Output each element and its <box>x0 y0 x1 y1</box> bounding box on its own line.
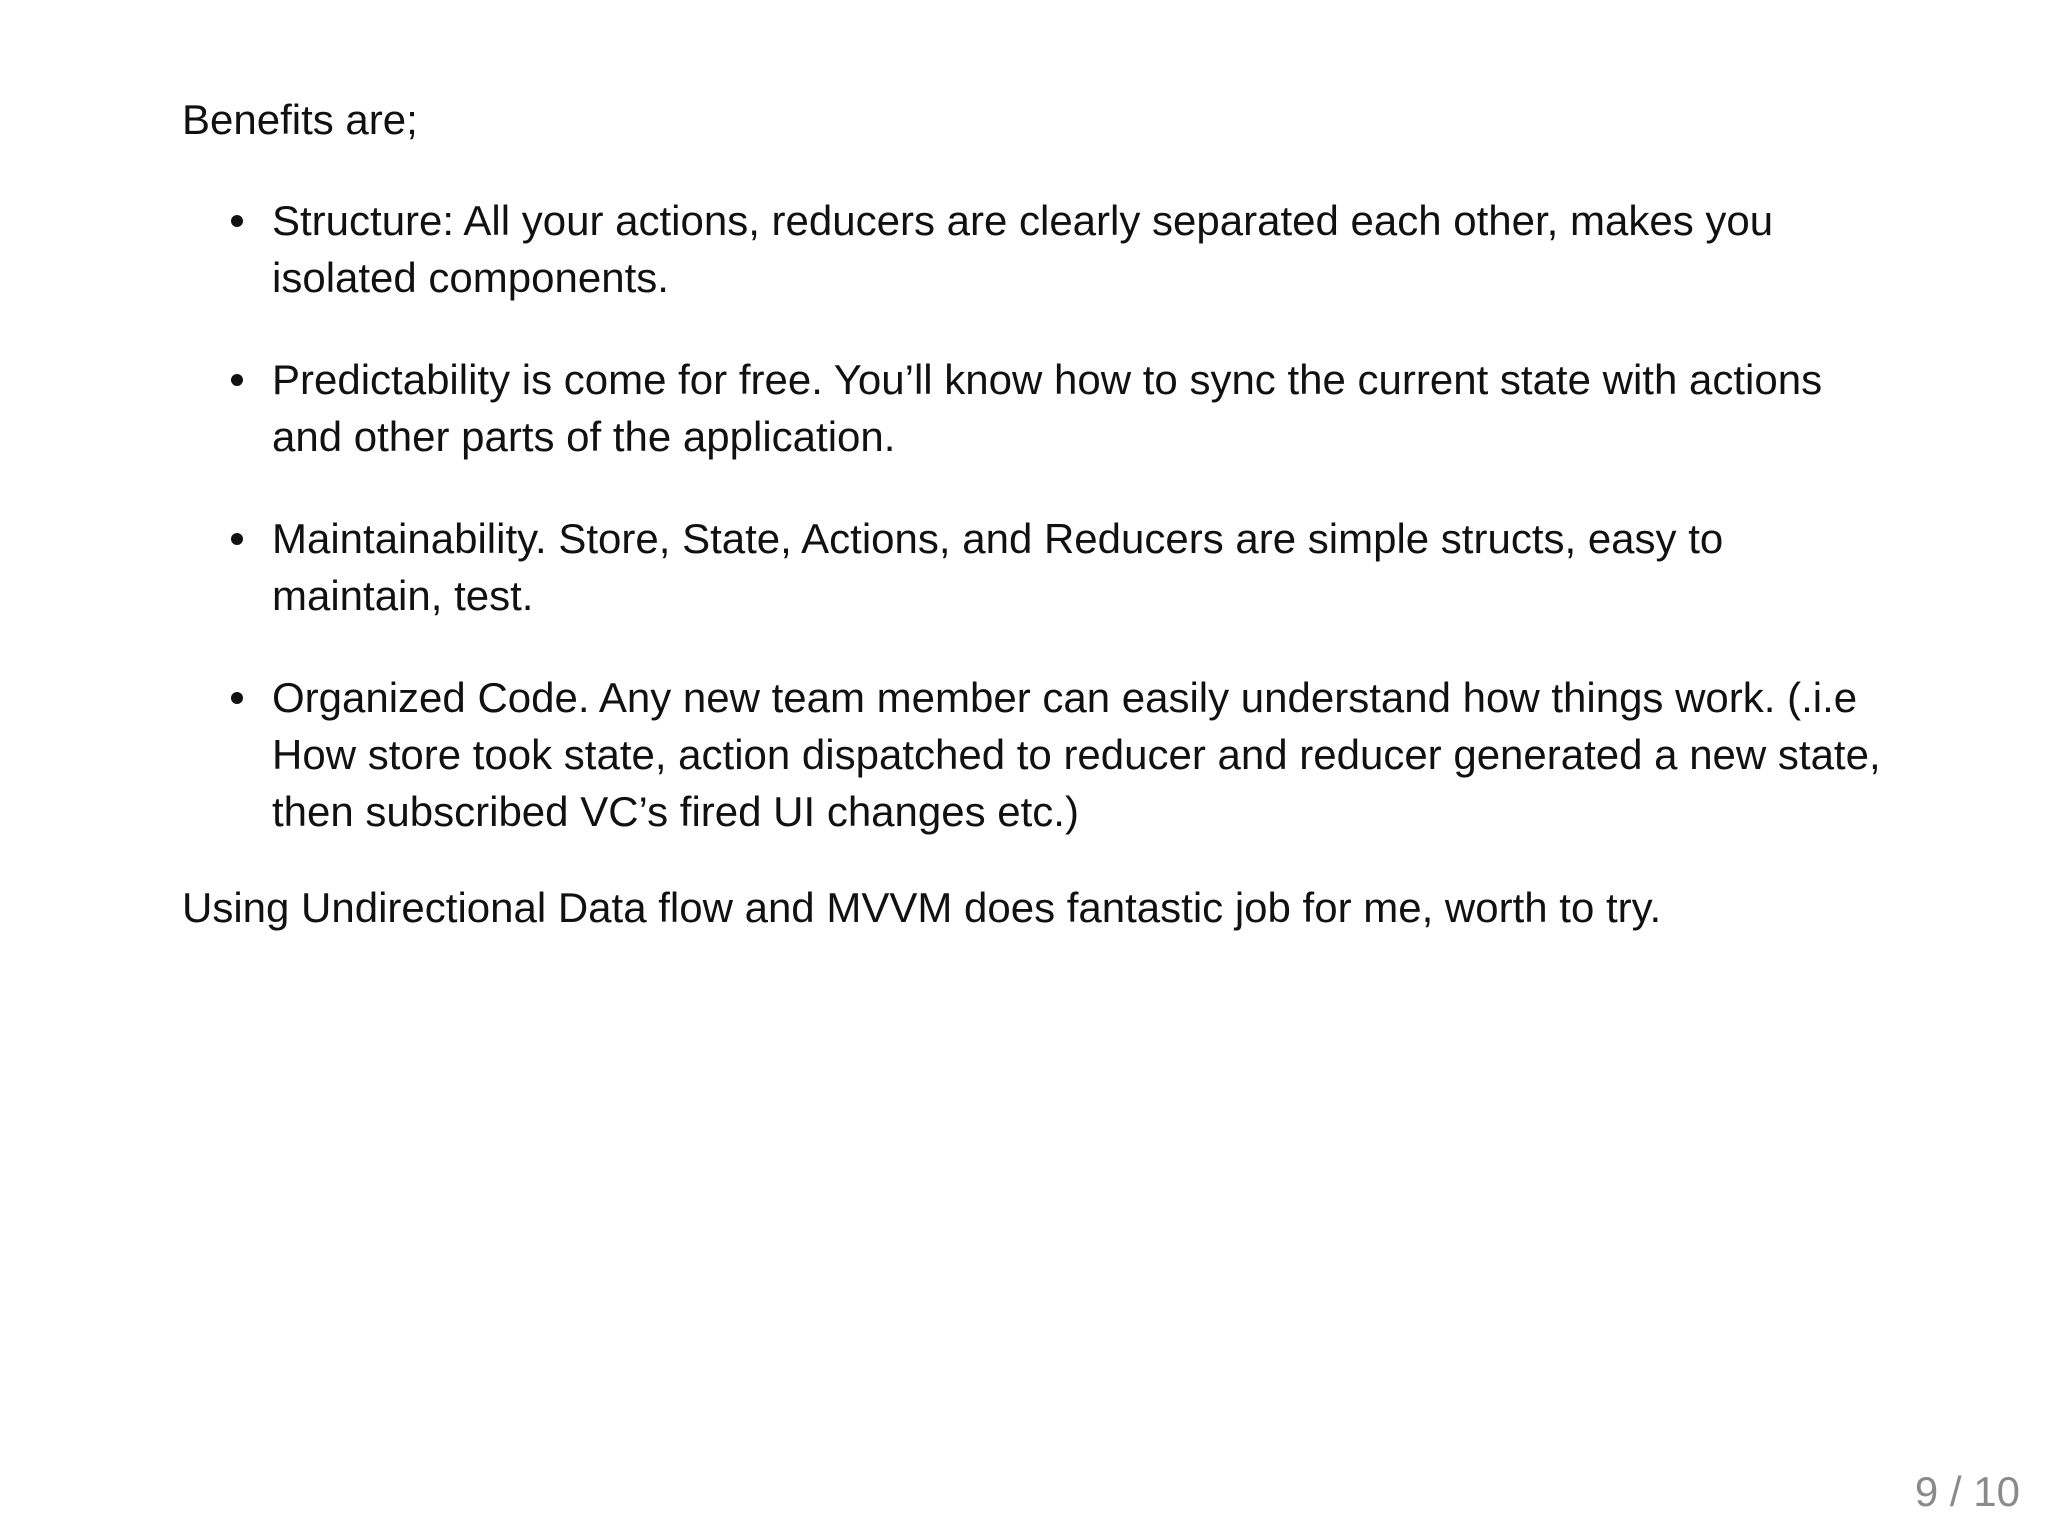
bullet-icon <box>231 533 243 545</box>
list-item-text: Predictability is come for free. You’ll know how to sync the current state with actions and other parts of the application. <box>272 356 1823 460</box>
list-item <box>272 669 1882 840</box>
list-item-text: Maintainability. Store, State, Actions, and Reducers are simple structs, easy to maintain, test. <box>272 515 1724 619</box>
list-item-text: Structure: All your actions, reducers are clearly separated each other, makes you isolated components. <box>272 197 1774 301</box>
benefits-list <box>272 192 1882 885</box>
bullet-icon <box>231 215 243 227</box>
bullet-icon <box>231 692 243 704</box>
intro-text: Benefits are; <box>182 96 418 143</box>
page-number: 9 / 10 <box>1914 1468 2020 1515</box>
list-item-text: Organized Code. Any new team member can easily understand how things work. (.i.e How store took state, action dispatched to reducer and reducer generated a new state, then subscribed VC’s fired UI changes etc.) <box>272 674 1881 835</box>
list-item <box>272 351 1882 465</box>
list-item <box>272 510 1882 624</box>
list-item <box>272 192 1882 306</box>
conclusion-text: Using Undirectional Data flow and MVVM does fantastic job for me, worth to try. <box>182 884 1662 931</box>
bullet-icon <box>231 374 243 386</box>
